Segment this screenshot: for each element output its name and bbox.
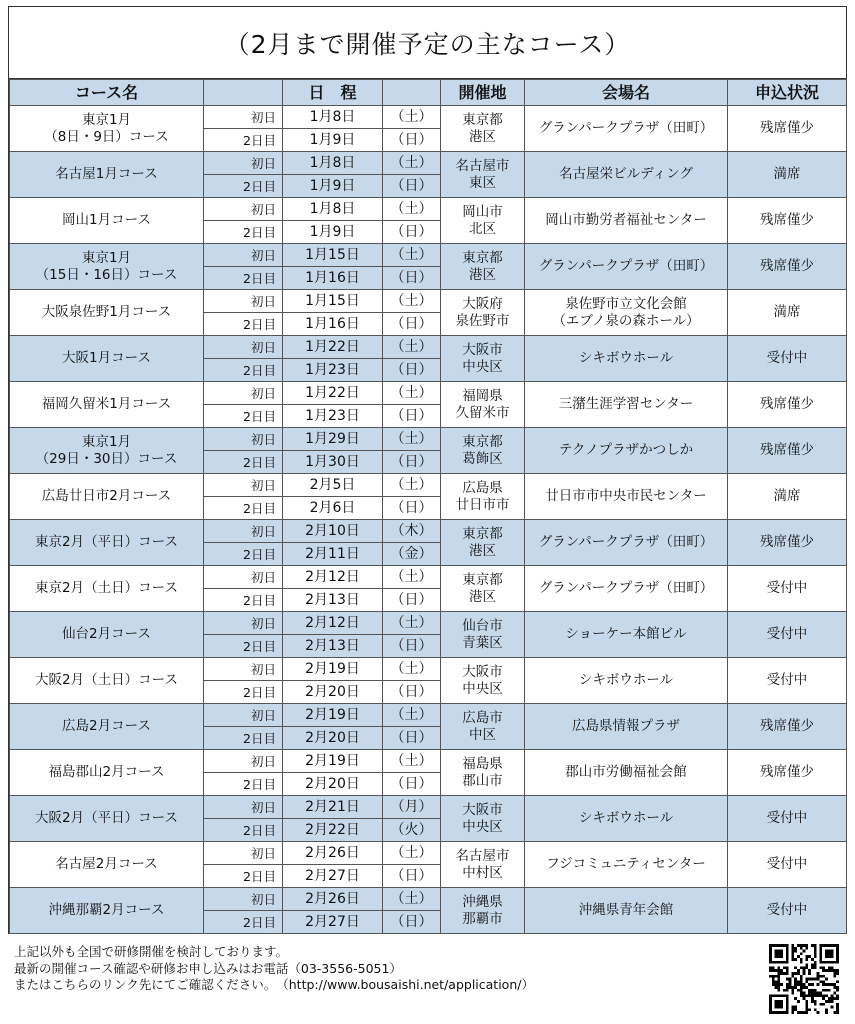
course-row: [10, 152, 847, 175]
course-row: [10, 428, 847, 451]
weekday-cell: （日）: [383, 865, 441, 888]
weekday-cell: （日）: [383, 589, 441, 612]
course-name: 仙台2月コース: [10, 612, 204, 658]
venue-cell: グランパークプラザ（田町）: [525, 106, 728, 152]
location-cell: 大阪市 中央区: [441, 336, 525, 382]
date-cell: 1月15日: [283, 290, 383, 313]
day-label: 2日目: [204, 589, 283, 612]
course-row: [10, 750, 847, 773]
day-label: 2日目: [204, 405, 283, 428]
course-row: [10, 520, 847, 543]
course-name: 広島2月コース: [10, 704, 204, 750]
course-row: [10, 658, 847, 681]
date-cell: 2月20日: [283, 681, 383, 704]
venue-cell: テクノプラザかつしか: [525, 428, 728, 474]
status-cell: 満席: [728, 152, 847, 198]
day-label: 初日: [204, 842, 283, 865]
location-cell: 大阪府 泉佐野市: [441, 290, 525, 336]
venue-cell: 廿日市市中央市民センター: [525, 474, 728, 520]
date-cell: 2月26日: [283, 842, 383, 865]
day-label: 2日目: [204, 313, 283, 336]
location-cell: 大阪市 中央区: [441, 796, 525, 842]
course-row: [10, 336, 847, 359]
course-row: [10, 290, 847, 313]
course-name: 広島廿日市2月コース: [10, 474, 204, 520]
day-label: 2日目: [204, 497, 283, 520]
weekday-cell: （日）: [383, 129, 441, 152]
course-row: [10, 888, 847, 911]
location-cell: 広島県 廿日市市: [441, 474, 525, 520]
page-title: （2月まで開催予定の主なコース）: [9, 7, 846, 79]
status-cell: 受付中: [728, 658, 847, 704]
weekday-cell: （土）: [383, 658, 441, 681]
weekday-cell: （日）: [383, 451, 441, 474]
schedule-panel: [8, 6, 847, 934]
weekday-cell: （土）: [383, 750, 441, 773]
day-label: 2日目: [204, 543, 283, 566]
day-label: 2日目: [204, 635, 283, 658]
header-blank: [383, 80, 441, 106]
status-cell: 残席僅少: [728, 106, 847, 152]
location-cell: 福島県 郡山市: [441, 750, 525, 796]
weekday-cell: （日）: [383, 313, 441, 336]
course-name: 福島郡山2月コース: [10, 750, 204, 796]
day-label: 初日: [204, 428, 283, 451]
location-cell: 沖縄県 那覇市: [441, 888, 525, 934]
course-name: 福岡久留米1月コース: [10, 382, 204, 428]
day-label: 2日目: [204, 681, 283, 704]
day-label: 初日: [204, 658, 283, 681]
location-cell: 福岡県 久留米市: [441, 382, 525, 428]
date-cell: 2月26日: [283, 888, 383, 911]
weekday-cell: （火）: [383, 819, 441, 842]
venue-cell: ショーケー本館ビル: [525, 612, 728, 658]
location-cell: 岡山市 北区: [441, 198, 525, 244]
day-label: 2日目: [204, 221, 283, 244]
weekday-cell: （日）: [383, 405, 441, 428]
day-label: 初日: [204, 612, 283, 635]
date-cell: 2月13日: [283, 635, 383, 658]
course-row: [10, 382, 847, 405]
status-cell: 残席僅少: [728, 750, 847, 796]
weekday-cell: （土）: [383, 842, 441, 865]
date-cell: 1月16日: [283, 267, 383, 290]
qr-code-icon[interactable]: [769, 944, 839, 1014]
date-cell: 2月20日: [283, 727, 383, 750]
status-cell: 受付中: [728, 336, 847, 382]
footer-line[interactable]: またはこちらのリンク先にてご確認ください。 （http://www.bousaishi.net/application/）: [14, 977, 534, 992]
date-cell: 2月22日: [283, 819, 383, 842]
location-cell: 東京都 港区: [441, 244, 525, 290]
location-cell: 東京都 港区: [441, 566, 525, 612]
status-cell: 残席僅少: [728, 244, 847, 290]
course-name: 岡山1月コース: [10, 198, 204, 244]
date-cell: 1月15日: [283, 244, 383, 267]
weekday-cell: （土）: [383, 382, 441, 405]
date-cell: 2月19日: [283, 658, 383, 681]
status-cell: 残席僅少: [728, 382, 847, 428]
date-cell: 2月12日: [283, 612, 383, 635]
day-label: 初日: [204, 106, 283, 129]
day-label: 2日目: [204, 175, 283, 198]
date-cell: 2月19日: [283, 704, 383, 727]
venue-cell: 郡山市労働福祉会館: [525, 750, 728, 796]
course-name: 大阪泉佐野1月コース: [10, 290, 204, 336]
venue-cell: グランパークプラザ（田町）: [525, 244, 728, 290]
course-name: 東京1月 （15日・16日）コース: [10, 244, 204, 290]
date-cell: 1月16日: [283, 313, 383, 336]
weekday-cell: （土）: [383, 888, 441, 911]
date-cell: 1月8日: [283, 152, 383, 175]
weekday-cell: （日）: [383, 175, 441, 198]
venue-cell: シキボウホール: [525, 336, 728, 382]
weekday-cell: （日）: [383, 359, 441, 382]
date-cell: 2月11日: [283, 543, 383, 566]
date-cell: 1月9日: [283, 175, 383, 198]
weekday-cell: （月）: [383, 796, 441, 819]
course-row: [10, 566, 847, 589]
header-blank: [204, 80, 283, 106]
venue-cell: 沖縄県青年会館: [525, 888, 728, 934]
weekday-cell: （土）: [383, 198, 441, 221]
date-cell: 2月13日: [283, 589, 383, 612]
day-label: 2日目: [204, 819, 283, 842]
course-name: 大阪1月コース: [10, 336, 204, 382]
course-row: [10, 106, 847, 129]
date-cell: 1月22日: [283, 382, 383, 405]
course-row: [10, 704, 847, 727]
course-name: 大阪2月（土日）コース: [10, 658, 204, 704]
course-name: 東京2月（平日）コース: [10, 520, 204, 566]
day-label: 初日: [204, 796, 283, 819]
weekday-cell: （土）: [383, 336, 441, 359]
venue-cell: シキボウホール: [525, 796, 728, 842]
location-cell: 大阪市 中央区: [441, 658, 525, 704]
course-name: 東京1月 （29日・30日）コース: [10, 428, 204, 474]
course-name: 大阪2月（平日）コース: [10, 796, 204, 842]
status-cell: 残席僅少: [728, 520, 847, 566]
day-label: 初日: [204, 290, 283, 313]
weekday-cell: （日）: [383, 497, 441, 520]
day-label: 初日: [204, 474, 283, 497]
day-label: 初日: [204, 244, 283, 267]
weekday-cell: （日）: [383, 727, 441, 750]
day-label: 初日: [204, 382, 283, 405]
weekday-cell: （土）: [383, 428, 441, 451]
date-cell: 2月27日: [283, 865, 383, 888]
day-label: 初日: [204, 152, 283, 175]
weekday-cell: （木）: [383, 520, 441, 543]
venue-cell: 広島県情報プラザ: [525, 704, 728, 750]
day-label: 2日目: [204, 911, 283, 934]
table-body: [10, 106, 847, 934]
day-label: 2日目: [204, 129, 283, 152]
weekday-cell: （土）: [383, 704, 441, 727]
venue-cell: グランパークプラザ（田町）: [525, 566, 728, 612]
location-cell: 東京都 港区: [441, 520, 525, 566]
weekday-cell: （日）: [383, 635, 441, 658]
status-cell: 残席僅少: [728, 198, 847, 244]
location-cell: 広島市 中区: [441, 704, 525, 750]
weekday-cell: （土）: [383, 244, 441, 267]
weekday-cell: （土）: [383, 474, 441, 497]
header-course-name: コース名: [10, 80, 204, 106]
date-cell: 2月19日: [283, 750, 383, 773]
weekday-cell: （日）: [383, 911, 441, 934]
date-cell: 1月8日: [283, 106, 383, 129]
date-cell: 1月23日: [283, 359, 383, 382]
weekday-cell: （日）: [383, 681, 441, 704]
location-cell: 名古屋市 東区: [441, 152, 525, 198]
location-cell: 東京都 港区: [441, 106, 525, 152]
weekday-cell: （日）: [383, 221, 441, 244]
venue-cell: 泉佐野市立文化会館 （エブノ泉の森ホール）: [525, 290, 728, 336]
course-name: 東京2月（土日）コース: [10, 566, 204, 612]
day-label: 2日目: [204, 359, 283, 382]
status-cell: 受付中: [728, 796, 847, 842]
status-cell: 残席僅少: [728, 704, 847, 750]
date-cell: 1月23日: [283, 405, 383, 428]
weekday-cell: （土）: [383, 566, 441, 589]
venue-cell: 三潴生涯学習センター: [525, 382, 728, 428]
venue-cell: グランパークプラザ（田町）: [525, 520, 728, 566]
status-cell: 受付中: [728, 888, 847, 934]
course-name: 名古屋1月コース: [10, 152, 204, 198]
status-cell: 残席僅少: [728, 428, 847, 474]
course-row: [10, 474, 847, 497]
date-cell: 1月29日: [283, 428, 383, 451]
status-cell: 受付中: [728, 566, 847, 612]
location-cell: 仙台市 青葉区: [441, 612, 525, 658]
day-label: 2日目: [204, 727, 283, 750]
weekday-cell: （日）: [383, 773, 441, 796]
day-label: 初日: [204, 336, 283, 359]
status-cell: 満席: [728, 290, 847, 336]
location-cell: 東京都 葛飾区: [441, 428, 525, 474]
date-cell: 2月6日: [283, 497, 383, 520]
date-cell: 2月12日: [283, 566, 383, 589]
day-label: 初日: [204, 704, 283, 727]
date-cell: 1月30日: [283, 451, 383, 474]
day-label: 2日目: [204, 773, 283, 796]
footer-line: 最新の開催コース確認や研修お申し込みはお電話（03-3556-5051）: [14, 960, 402, 976]
venue-cell: 名古屋栄ビルディング: [525, 152, 728, 198]
table-header-row: [10, 80, 847, 106]
course-row: [10, 842, 847, 865]
day-label: 2日目: [204, 451, 283, 474]
weekday-cell: （土）: [383, 612, 441, 635]
header-schedule: 日 程: [283, 80, 383, 106]
day-label: 2日目: [204, 865, 283, 888]
footer-line: 上記以外も全国で研修開催を検討しております。: [14, 944, 289, 959]
day-label: 初日: [204, 566, 283, 589]
date-cell: 1月9日: [283, 129, 383, 152]
date-cell: 1月22日: [283, 336, 383, 359]
day-label: 初日: [204, 520, 283, 543]
course-row: [10, 198, 847, 221]
day-label: 初日: [204, 888, 283, 911]
venue-cell: 岡山市勤労者福祉センター: [525, 198, 728, 244]
header-location: 開催地: [441, 80, 525, 106]
date-cell: 2月27日: [283, 911, 383, 934]
date-cell: 2月10日: [283, 520, 383, 543]
weekday-cell: （土）: [383, 152, 441, 175]
course-name: 名古屋2月コース: [10, 842, 204, 888]
course-table: [9, 79, 847, 934]
course-row: [10, 612, 847, 635]
day-label: 初日: [204, 198, 283, 221]
date-cell: 2月5日: [283, 474, 383, 497]
weekday-cell: （金）: [383, 543, 441, 566]
day-label: 2日目: [204, 267, 283, 290]
weekday-cell: （土）: [383, 290, 441, 313]
day-label: 初日: [204, 750, 283, 773]
header-venue: 会場名: [525, 80, 728, 106]
date-cell: 2月21日: [283, 796, 383, 819]
location-cell: 名古屋市 中村区: [441, 842, 525, 888]
header-status: 申込状況: [728, 80, 847, 106]
date-cell: 1月9日: [283, 221, 383, 244]
weekday-cell: （土）: [383, 106, 441, 129]
course-name: 沖縄那覇2月コース: [10, 888, 204, 934]
venue-cell: シキボウホール: [525, 658, 728, 704]
date-cell: 2月20日: [283, 773, 383, 796]
status-cell: 満席: [728, 474, 847, 520]
venue-cell: フジコミュニティセンター: [525, 842, 728, 888]
weekday-cell: （日）: [383, 267, 441, 290]
status-cell: 受付中: [728, 842, 847, 888]
footer-notes: [14, 944, 534, 994]
date-cell: 1月8日: [283, 198, 383, 221]
course-name: 東京1月 （8日・9日）コース: [10, 106, 204, 152]
course-row: [10, 244, 847, 267]
course-row: [10, 796, 847, 819]
status-cell: 受付中: [728, 612, 847, 658]
